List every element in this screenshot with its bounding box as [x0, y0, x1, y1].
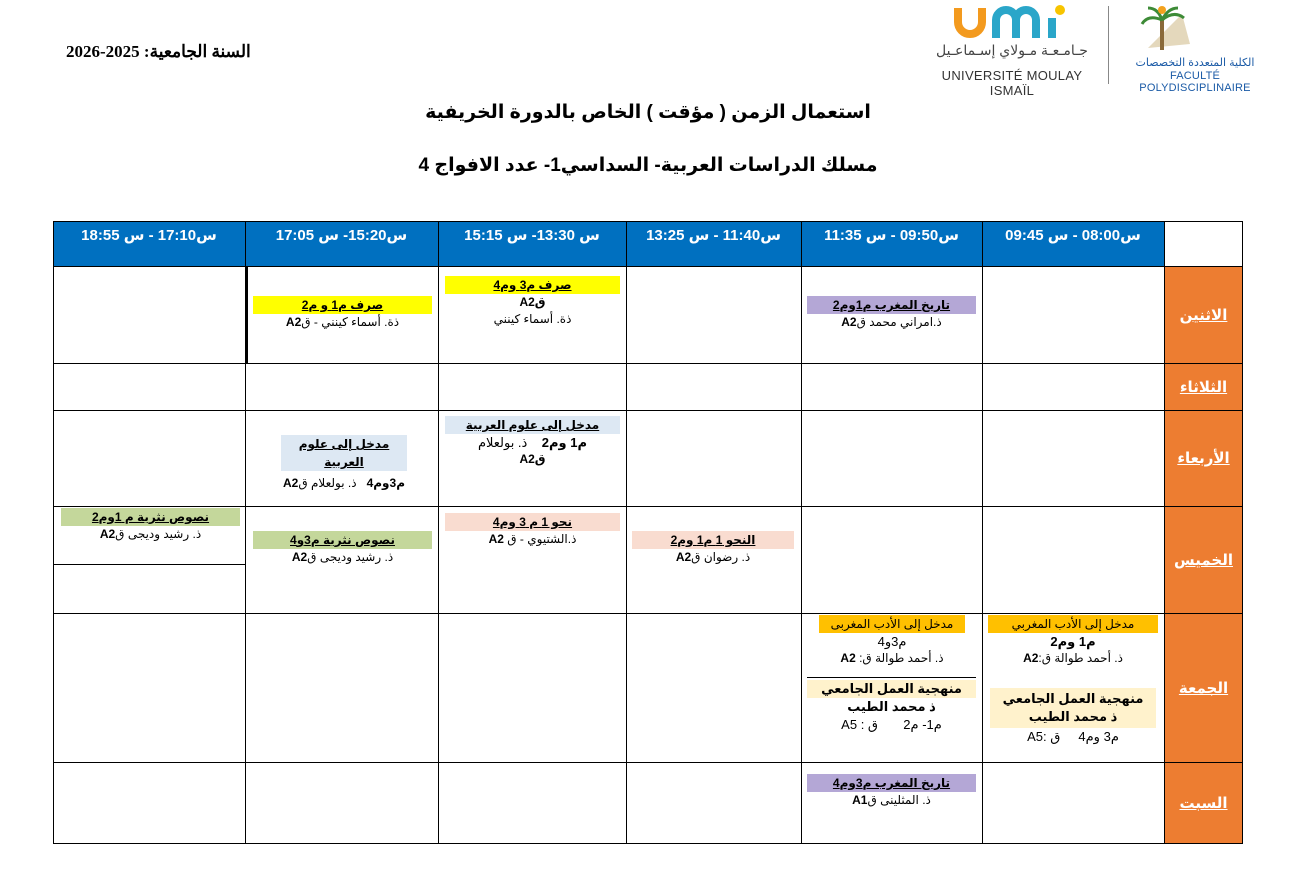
course-teacher: ذ.الشتيوي - ق A2: [488, 532, 577, 546]
course-teacher: ذ. أحمد طوالة ق: A2: [840, 651, 944, 665]
course-box: [807, 678, 976, 716]
course-room: قA2: [519, 452, 546, 466]
entry-mon-slot4: [445, 276, 620, 328]
slot-header-2: س09:50 - س 11:35: [801, 221, 982, 266]
slot-header-6: س17:10 - س 18:55: [53, 221, 245, 266]
logo-divider: [1108, 6, 1109, 84]
course-groups: م3و4: [877, 634, 907, 649]
faculty-arabic-name: الكلية المتعددة التخصصات: [1135, 57, 1255, 69]
entry-thu-slot5: [253, 531, 432, 566]
course-title: نحو 1 م 3 وم4: [445, 513, 620, 531]
day-tuesday: الثلاثاء: [1164, 363, 1243, 410]
day-friday: الجمعة: [1164, 613, 1243, 762]
page-title: استعمال الزمن ( مؤقت ) الخاص بالدورة الخريفية: [425, 102, 871, 123]
entry-sat-slot2: [807, 774, 976, 809]
academic-year: السنة الجامعية: 2025-2026: [66, 42, 251, 61]
entry-fri-slot1-b: [990, 688, 1156, 745]
course-teacher: ذة. أسماء كينني - قA2: [285, 315, 400, 329]
day-saturday: السبت: [1164, 762, 1243, 844]
day-thursday: الخميس: [1164, 506, 1243, 613]
page-subtitle: مسلك الدراسات العربية- السداسي1- عدد الافواج 4: [418, 155, 878, 176]
umi-arabic-name: جـامـعـة مـولاي إسـماعـيل: [936, 42, 1088, 58]
course-groups-teacher: م1 وم2 ذ. بولعلام: [477, 435, 588, 450]
slot-header-1: س08:00 - س 09:45: [982, 221, 1164, 266]
slot-header-5: س15:20- س 17:05: [245, 221, 438, 266]
slot-header-4: س 13:30- س 15:15: [438, 221, 626, 266]
entry-thu-slot3: [632, 531, 794, 566]
palm-tree-icon: [1130, 4, 1200, 54]
timetable: [53, 221, 1243, 844]
course-teacher: ذ. رشيد وديجى قA2: [291, 550, 394, 564]
course-box: [990, 688, 1156, 728]
day-monday: الاثنين: [1164, 266, 1243, 363]
course-groups: م1 وم2: [1050, 634, 1096, 649]
course-teacher: ذ محمد الطيب: [847, 699, 936, 714]
entry-mon-slot2: [807, 296, 976, 331]
entry-mon-slot5: [253, 296, 432, 331]
course-title: مدخل إلى الأدب المغربي: [988, 615, 1158, 633]
course-title: نصوص نثرية م 1وم2: [61, 508, 240, 526]
course-teacher: ذ محمد الطيب: [1028, 709, 1118, 724]
entry-fri-slot2-b: [807, 677, 976, 733]
umi-logo-mark: [952, 4, 1072, 40]
course-title: نصوص نثرية م3و4: [253, 531, 432, 549]
umi-french-name: UNIVERSITÉ MOULAY ISMAÏL: [941, 68, 1083, 98]
course-title: صرف م1 و م2: [253, 296, 432, 314]
course-title: تاريخ المغرب م3وم4: [807, 774, 976, 792]
entry-fri-slot2: [819, 615, 965, 667]
course-teacher: ذ. المثلينى قA1: [852, 793, 931, 807]
entry-wed-slot4: [445, 416, 620, 468]
entry-wed-slot5: [281, 435, 407, 492]
course-teacher: ذة. أسماء كينني: [493, 312, 572, 326]
umi-logo: [928, 4, 1096, 98]
faculty-logo: [1120, 4, 1270, 94]
faculty-french-name: FACULTÉ POLYDISCIPLINAIRE: [1139, 70, 1251, 94]
course-groups-room: م3 وم4 ق :A5: [1027, 729, 1119, 744]
course-title: تاريخ المغرب م1وم2: [807, 296, 976, 314]
course-title: مدخل إلى علوم العربية: [281, 435, 407, 471]
course-room: قA2: [519, 295, 546, 309]
course-teacher: ذ.امراني محمد قA2: [841, 315, 942, 329]
course-teacher: ذ. رضوان قA2: [675, 550, 751, 564]
entry-fri-slot1: [988, 615, 1158, 667]
course-groups-teacher: م3وم4 ذ. بولعلام قA2: [282, 476, 406, 490]
entry-thu-slot6: [61, 508, 240, 543]
course-title: النحو 1 م1 وم2: [632, 531, 794, 549]
course-title: منهجية العمل الجامعي: [807, 680, 976, 698]
course-title: صرف م3 وم4: [445, 276, 620, 294]
course-title: منهجية العمل الجامعي: [1002, 691, 1144, 706]
course-teacher: ذ. رشيد وديجى قA2: [99, 527, 202, 541]
course-title: مدخل إلى الأدب المغربى: [819, 615, 965, 633]
course-teacher: ذ. أحمد طوالة ق:A2: [1023, 651, 1123, 665]
entry-thu-slot4: [445, 513, 620, 548]
course-title: مدخل إلى علوم العربية: [445, 416, 620, 434]
slot-header-3: س11:40 - س 13:25: [626, 221, 801, 266]
course-groups-room: م1- م2 ق : A5: [841, 717, 942, 732]
day-wednesday: الأربعاء: [1164, 410, 1243, 506]
